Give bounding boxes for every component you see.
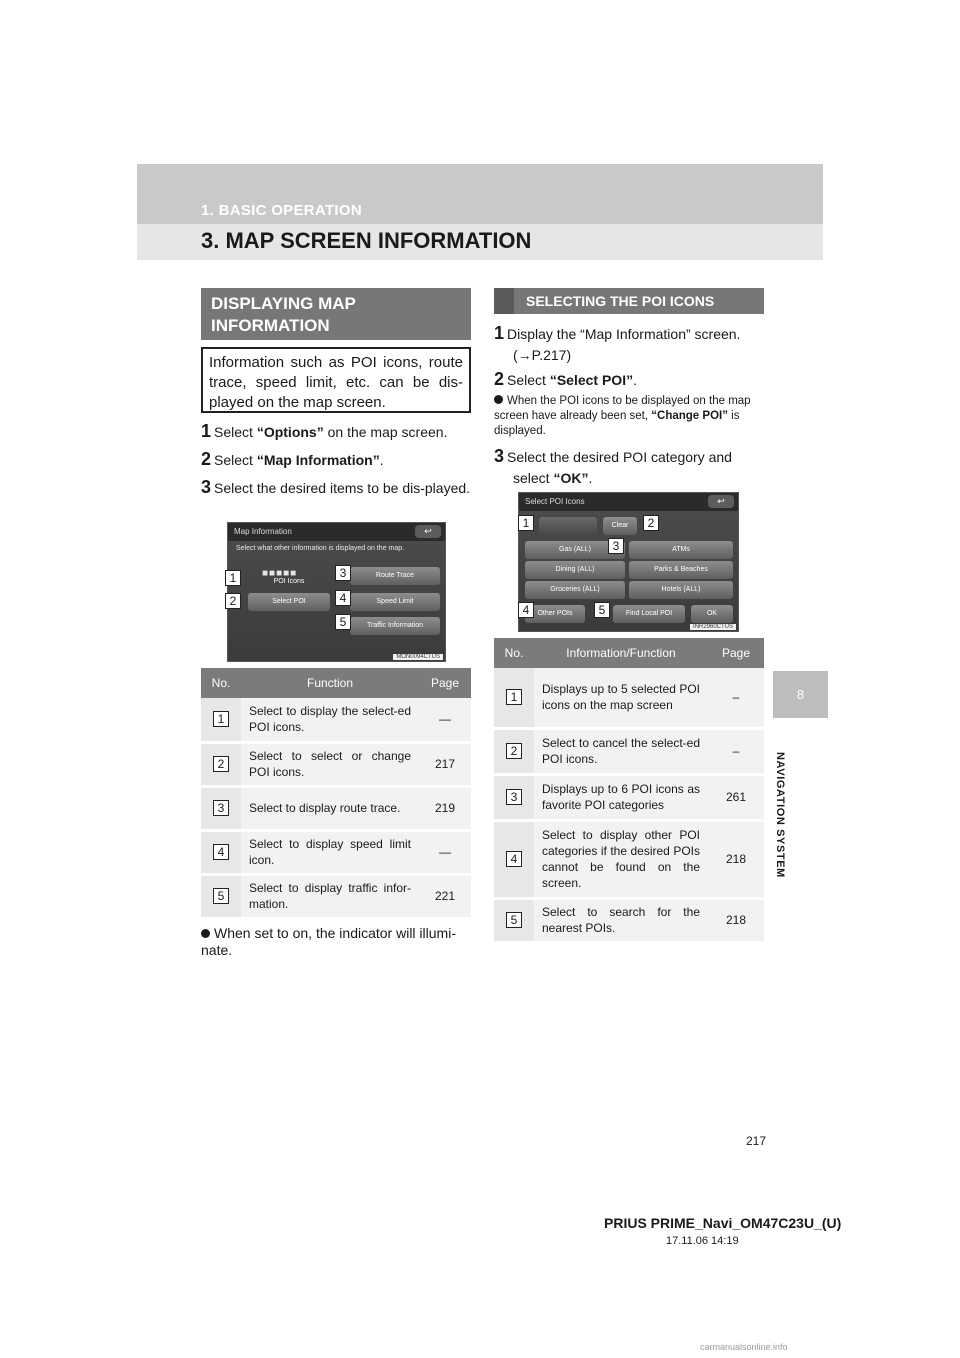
screen-code: INR2960CTUS — [690, 624, 736, 630]
chapter-tab: 8 — [773, 671, 828, 718]
table-row: 2 Select to cancel the select-ed POI icons. – — [494, 728, 764, 774]
right-step-1: 1 Display the “Map Information” screen. (→P.217) — [494, 323, 741, 363]
clear-button[interactable]: Clear — [603, 517, 637, 535]
intro-box: Information such as POI icons, route trace, speed limit, etc. can be dis-played on the map screen. — [201, 347, 471, 413]
section-label: 1. BASIC OPERATION — [201, 202, 362, 219]
bullet-icon — [494, 395, 503, 404]
poi-slot-bar — [539, 517, 597, 535]
left-step-1: 1 Select “Options” on the map screen. — [201, 421, 448, 441]
document-id: PRIUS PRIME_Navi_OM47C23U_(U) — [604, 1215, 842, 1231]
table-row: 1 Select to display the select-ed POI icons. — — [201, 698, 471, 742]
route-trace-button[interactable]: Route Trace — [350, 567, 440, 585]
callout-1: 1 — [518, 515, 534, 531]
function-table-right — [494, 638, 764, 944]
table-row: 5 Select to display traffic infor-mation. 221 — [201, 874, 471, 918]
traffic-information-button[interactable]: Traffic Information — [350, 617, 440, 635]
category-parks[interactable]: Parks & Beaches — [629, 561, 733, 579]
col-function: Information/Function — [534, 638, 708, 668]
table-row: 2 Select to select or change POI icons. 217 — [201, 742, 471, 786]
page-number: 217 — [746, 1134, 767, 1148]
heading-selecting-poi-icons: SELECTING THE POI ICONS — [494, 288, 764, 314]
right-step-2: 2 Select “Select POI”. — [494, 369, 637, 389]
left-step-3: 3 Select the desired items to be dis-played. — [201, 477, 471, 497]
screen-title: Select POI Icons — [519, 493, 738, 511]
table-row: 1 Displays up to 5 selected POI icons on the map screen – — [494, 668, 764, 728]
left-note: When set to on, the indicator will illumi-nate. — [201, 925, 456, 958]
col-no: No. — [494, 638, 534, 668]
speed-limit-button[interactable]: Speed Limit — [350, 593, 440, 611]
callout-5: 5 — [594, 602, 610, 618]
col-page: Page — [419, 668, 471, 698]
category-groceries[interactable]: Groceries (ALL) — [525, 581, 625, 599]
heading-displaying-map-information: DISPLAYING MAP INFORMATION — [201, 288, 471, 340]
callout-2: 2 — [643, 515, 659, 531]
callout-4: 4 — [518, 602, 534, 618]
category-gas[interactable]: Gas (ALL) — [525, 541, 625, 559]
col-no: No. — [201, 668, 241, 698]
category-dining[interactable]: Dining (ALL) — [525, 561, 625, 579]
left-step-2: 2 Select “Map Information”. — [201, 449, 384, 469]
category-hotels[interactable]: Hotels (ALL) — [629, 581, 733, 599]
select-poi-icons-screenshot — [518, 492, 739, 632]
back-icon: ↩ — [708, 495, 734, 508]
right-note: When the POI icons to be displayed on the map screen have already been set, “Change POI” is displayed. — [494, 395, 751, 437]
callout-3: 3 — [335, 565, 351, 581]
document-timestamp: 17.11.06 14:19 — [666, 1235, 739, 1247]
table-row: 4 Select to display other POI categories if the desired POIs cannot be found on the screen. 218 — [494, 820, 764, 898]
watermark: carmanualsonline.info — [700, 1342, 788, 1352]
table-row: 4 Select to display speed limit icon. — — [201, 830, 471, 874]
col-function: Function — [241, 668, 419, 698]
screen-code: MON0094CTUS — [393, 654, 443, 660]
callout-1: 1 — [225, 570, 241, 586]
poi-icon-slots: ■■■■■ — [262, 568, 298, 579]
find-local-poi-button[interactable]: Find Local POI — [613, 605, 685, 623]
category-atms[interactable]: ATMs — [629, 541, 733, 559]
other-pois-button[interactable]: Other POIs — [525, 605, 585, 623]
callout-4: 4 — [335, 590, 351, 606]
callout-2: 2 — [225, 593, 241, 609]
screen-hint: Select what other information is displayed on the map. — [236, 545, 405, 552]
callout-5: 5 — [335, 614, 351, 630]
function-table-left — [201, 668, 471, 920]
col-page: Page — [708, 638, 764, 668]
bullet-icon — [201, 929, 210, 938]
select-poi-button[interactable]: Select POI — [248, 593, 330, 611]
callout-3: 3 — [608, 538, 624, 554]
page-title: 3. MAP SCREEN INFORMATION — [201, 228, 532, 253]
chapter-name: NAVIGATION SYSTEM — [774, 752, 786, 878]
ok-button[interactable]: OK — [691, 605, 733, 623]
right-step-3: 3 Select the desired POI category and select “OK”. — [494, 446, 732, 486]
table-row: 3 Displays up to 6 POI icons as favorite POI categories 261 — [494, 774, 764, 820]
screen-title: Map Information — [228, 523, 445, 541]
table-row: 3 Select to display route trace. 219 — [201, 786, 471, 830]
back-icon: ↩ — [415, 525, 441, 538]
poi-icons-label: POI Icons — [273, 578, 305, 585]
table-row: 5 Select to search for the nearest POIs. 218 — [494, 898, 764, 942]
